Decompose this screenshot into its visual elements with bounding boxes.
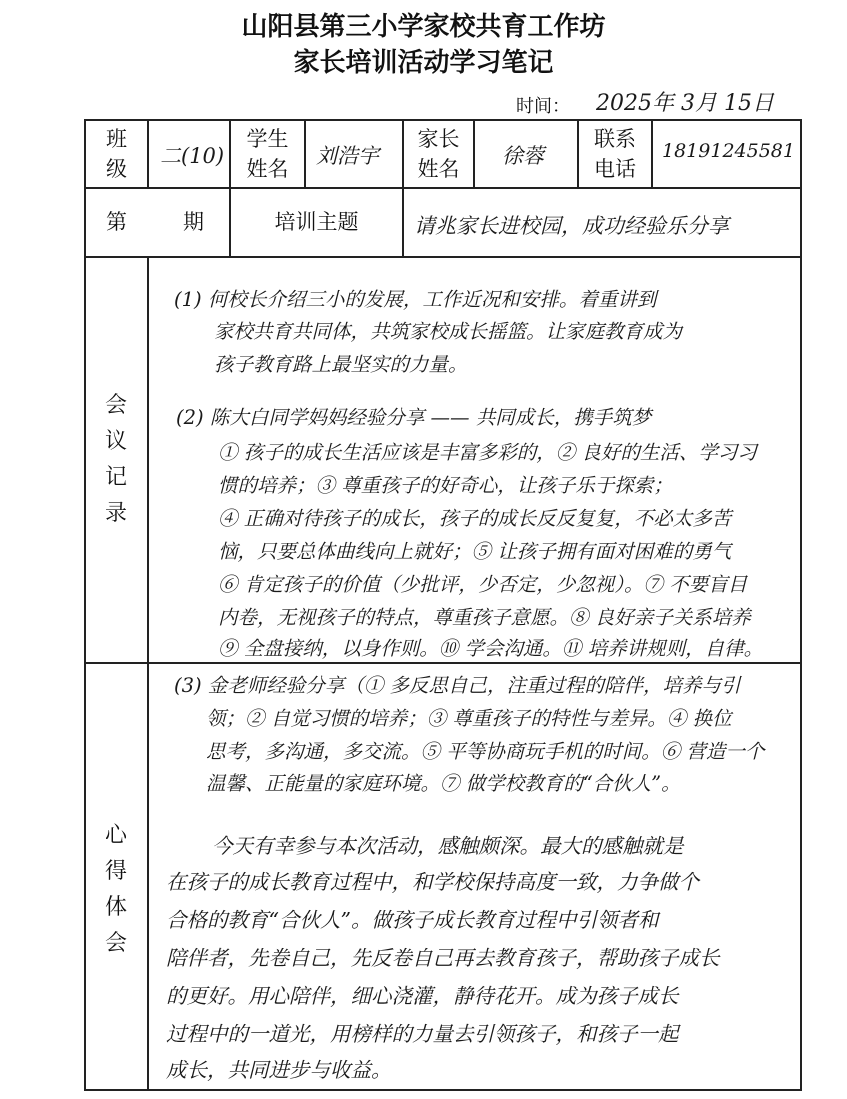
topic-label: 培训主题	[274, 210, 359, 234]
meeting-line: (1) 何校长介绍三小的发展，工作近况和安排。着重讲到	[174, 288, 657, 311]
phone-value: 18191245581	[662, 140, 795, 162]
meeting-record-label: 会议记录	[104, 393, 127, 526]
document-title-line2: 家长培训活动学习笔记	[293, 48, 554, 78]
date-value: 2025年 3月 15日	[596, 91, 774, 116]
meeting-line: 惯的培养；③ 尊重孩子的好奇心，让孩子乐于探索；	[218, 474, 673, 497]
reflection-line: 的更好。用心陪伴，细心浇灌，静待花开。成为孩子成长	[166, 984, 679, 1008]
class-label: 班级	[106, 127, 127, 181]
date-label: 时间：	[516, 96, 570, 117]
meeting-line: (3) 金老师经验分享（① 多反思自己，注重过程的陪伴，培养与引	[174, 674, 741, 697]
parent-name-label: 家长姓名	[417, 127, 460, 181]
meeting-line: 孩子教育路上最坚实的力量。	[214, 353, 468, 376]
class-value: 二(10)	[160, 144, 225, 168]
meeting-line: 恼，只要总体曲线向上就好；⑤ 让孩子拥有面对困难的勇气	[218, 540, 732, 563]
meeting-line: 思考，多沟通，多交流。⑤ 平等协商玩手机的时间。⑥ 营造一个	[206, 740, 765, 763]
meeting-line: ⑥ 肯定孩子的价值（少批评，少否定，少忽视）。⑦ 不要盲目	[218, 573, 748, 596]
meeting-line: ① 孩子的成长生活应该是丰富多彩的，② 良好的生活、学习习	[218, 441, 757, 464]
meeting-line: ⑨ 全盘接纳，以身作则。⑩ 学会沟通。⑪ 培养讲规则，自律。	[218, 637, 764, 660]
parent-name-value: 徐蓉	[502, 144, 544, 168]
reflection-line: 合格的教育“合伙人”。做孩子成长教育过程中引领者和	[166, 908, 659, 932]
document-title-line1: 山阳县第三小学家校共育工作坊	[241, 12, 606, 42]
meeting-line: ④ 正确对待孩子的成长，孩子的成长反反复复，不必太多苦	[218, 507, 732, 530]
meeting-line: 内卷，无视孩子的特点，尊重孩子意愿。⑧ 良好亲子关系培养	[218, 606, 751, 629]
student-name-value: 刘浩宇	[316, 144, 379, 168]
meeting-line: 领；② 自觉习惯的培养；③ 尊重孩子的特性与差异。④ 换位	[206, 707, 732, 730]
meeting-line: (2) 陈大白同学妈妈经验分享 —— 共同成长，携手筑梦	[176, 406, 652, 429]
phone-label: 联系电话	[594, 127, 636, 181]
reflection-line: 今天有幸参与本次活动，感触颇深。最大的感触就是	[212, 834, 684, 858]
reflection-line: 在孩子的成长教育过程中，和学校保持高度一致，力争做个	[166, 870, 699, 894]
period-label-first: 第	[106, 210, 127, 234]
meeting-line: 家校共育共同体，共筑家校成长摇篮。让家庭教育成为	[214, 320, 683, 343]
topic-value: 请兆家长进校园，成功经验乐分享	[414, 214, 729, 238]
reflection-line: 过程中的一道光，用榜样的力量去引领孩子，和孩子一起	[166, 1022, 679, 1046]
student-name-label: 学生姓名	[246, 127, 289, 181]
meeting-line: 温馨、正能量的家庭环境。⑦ 做学校教育的“合伙人”。	[206, 772, 681, 795]
reflection-label: 心得体会	[104, 823, 127, 956]
period-label-second: 期	[183, 210, 204, 234]
reflection-line: 成长，共同进步与收益。	[166, 1058, 392, 1082]
reflection-line: 陪伴者，先卷自己，先反卷自己再去教育孩子，帮助孩子成长	[166, 946, 720, 970]
